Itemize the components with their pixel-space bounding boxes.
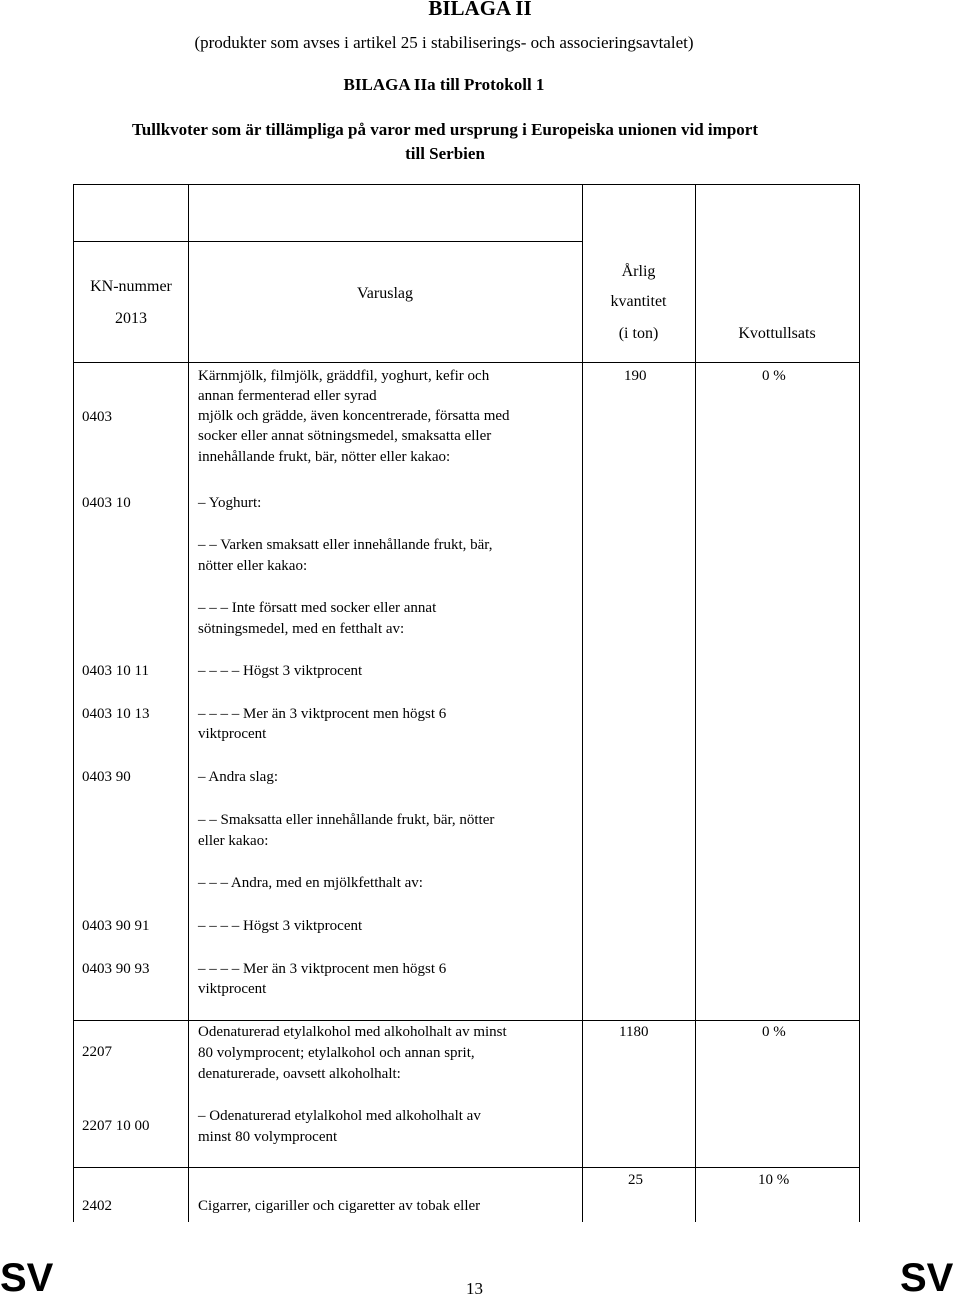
- goods-line: Odenaturerad etylalkohol med alkoholhalt av minst: [198, 1024, 507, 1040]
- kn-code: 0403 10 13: [82, 706, 150, 722]
- annual-quantity: 25: [628, 1172, 643, 1188]
- goods-line: – – Smaksatta eller innehållande frukt, bär, nötter: [198, 812, 495, 828]
- document-subtitle: (produkter som avses i artikel 25 i stabiliserings- och associeringsavtalet): [194, 33, 694, 52]
- column-header-kn: KN-nummer: [90, 278, 172, 295]
- table-top-border: [73, 184, 860, 185]
- table-left-border: [73, 184, 74, 1222]
- goods-line: denaturerade, oavsett alkoholhalt:: [198, 1066, 401, 1082]
- goods-line: – – – Andra, med en mjölkfetthalt av:: [198, 875, 423, 891]
- document-title: BILAGA II: [428, 0, 532, 20]
- goods-line: 80 volymprocent; etylalkohol och annan sprit,: [198, 1045, 475, 1061]
- annex-title: BILAGA IIa till Protokoll 1: [343, 75, 545, 94]
- goods-line: – – – – Mer än 3 viktprocent men högst 6: [198, 706, 447, 722]
- table-right-border: [859, 184, 860, 1222]
- goods-line: minst 80 volymprocent: [198, 1129, 338, 1145]
- goods-line: Cigarrer, cigariller och cigaretter av tobak eller: [198, 1198, 481, 1214]
- quota-rate: 0 %: [762, 1024, 786, 1040]
- header-bottom-line: [73, 362, 860, 363]
- goods-line: eller kakao:: [198, 833, 269, 849]
- kn-code: 0403 90 93: [82, 961, 150, 977]
- goods-line: mjölk och grädde, även koncentrerade, försatta med: [198, 408, 510, 424]
- heading-line-2: till Serbien: [405, 144, 485, 163]
- annual-quantity: 190: [624, 368, 647, 384]
- column-divider-1: [188, 184, 189, 1222]
- goods-line: – Yoghurt:: [198, 495, 262, 511]
- kn-code: 0403: [82, 409, 112, 425]
- column-header-goods: Varuslag: [357, 285, 413, 302]
- goods-line: – – – – Högst 3 viktprocent: [198, 918, 363, 934]
- goods-line: nötter eller kakao:: [198, 558, 308, 574]
- goods-line: sötningsmedel, med en fetthalt av:: [198, 621, 405, 637]
- heading-line-1: Tullkvoter som är tillämpliga på varor med ursprung i Europeiska unionen vid import: [132, 120, 758, 139]
- goods-line: – – – – Mer än 3 viktprocent men högst 6: [198, 961, 447, 977]
- goods-line: – Andra slag:: [198, 769, 278, 785]
- goods-line: Kärnmjölk, filmjölk, gräddfil, yoghurt, kefir och: [198, 368, 490, 384]
- kn-code: 0403 90 91: [82, 918, 150, 934]
- column-header-kn-year: 2013: [115, 310, 147, 327]
- goods-line: socker eller annat sötningsmedel, smaksatta eller: [198, 428, 492, 444]
- language-code-right: SV: [900, 1256, 954, 1300]
- goods-line: viktprocent: [198, 981, 267, 997]
- quota-rate: 0 %: [762, 368, 786, 384]
- goods-line: – – – Inte försatt med socker eller annat: [198, 600, 437, 616]
- annual-quantity: 1180: [619, 1024, 649, 1040]
- kn-code: 0403 10: [82, 495, 131, 511]
- goods-line: annan fermenterad eller syrad: [198, 388, 377, 404]
- goods-line: – – – – Högst 3 viktprocent: [198, 663, 363, 679]
- goods-line: – – Varken smaksatt eller innehållande frukt, bär,: [198, 537, 493, 553]
- language-code-left: SV: [0, 1256, 54, 1300]
- kn-code: 2207 10 00: [82, 1118, 150, 1134]
- quota-rate: 10 %: [758, 1172, 790, 1188]
- kn-code: 2207: [82, 1044, 112, 1060]
- column-header-rate: Kvottullsats: [738, 325, 816, 342]
- column-header-quantity-2: kvantitet: [610, 293, 667, 310]
- goods-line: – Odenaturerad etylalkohol med alkoholhalt av: [198, 1108, 481, 1124]
- row-separator-2402: [73, 1167, 860, 1168]
- column-header-quantity-1: Årlig: [621, 263, 656, 280]
- row-separator-2207: [73, 1020, 860, 1021]
- kn-code: 0403 10 11: [82, 663, 149, 679]
- header-top-line-left: [73, 241, 583, 242]
- goods-line: viktprocent: [198, 726, 267, 742]
- kn-code: 2402: [82, 1198, 112, 1214]
- page-number: 13: [466, 1279, 483, 1298]
- kn-code: 0403 90: [82, 769, 131, 785]
- goods-line: innehållande frukt, bär, nötter eller kakao:: [198, 449, 451, 465]
- column-header-quantity-3: (i ton): [618, 325, 659, 342]
